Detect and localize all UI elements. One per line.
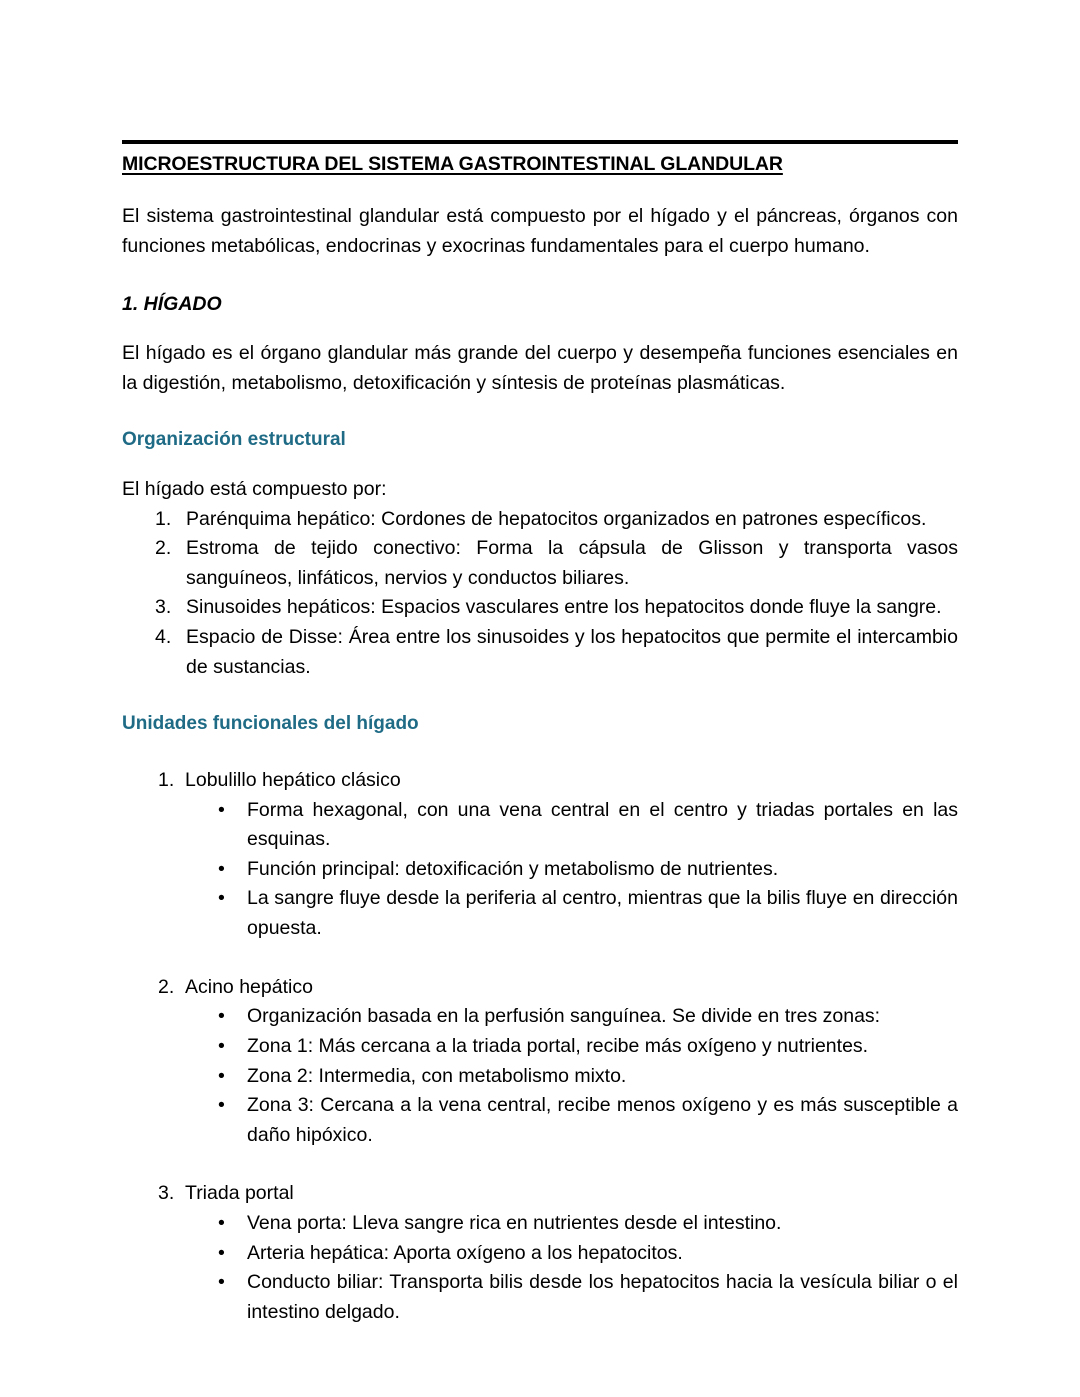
list-item-text: Estroma de tejido conectivo: Forma la cápsula de Glisson y transporta vasos sanguíneos, linfáticos, nervios y conductos biliares. <box>186 537 958 589</box>
list-marker: 1. <box>155 507 172 530</box>
subheading-unidades-funcionales: Unidades funcionales del hígado <box>122 713 419 735</box>
unidades-funcionales-list <box>122 766 958 1328</box>
list-item <box>185 1091 958 1150</box>
list-marker: 2. <box>158 975 175 998</box>
bullet-icon: • <box>218 1241 225 1264</box>
sub-bullet-list <box>185 1002 958 1150</box>
list-item-text: Zona 3: Cercana a la vena central, recibe menos oxígeno y es más susceptible a daño hipóxico. <box>247 1094 958 1146</box>
list-item <box>122 973 958 1151</box>
section-heading-higado: 1. HÍGADO <box>122 292 222 315</box>
list-item-text: La sangre fluye desde la periferia al centro, mientras que la bilis fluye en dirección opuesta. <box>247 887 958 940</box>
bullet-icon: • <box>218 887 225 910</box>
list-item <box>185 1239 958 1269</box>
list-item <box>122 1179 958 1327</box>
list-item <box>185 1268 958 1327</box>
list-item-text: Organización basada en la perfusión sanguínea. Se divide en tres zonas: <box>247 1005 881 1028</box>
list-item-text: Función principal: detoxificación y metabolismo de nutrientes. <box>247 857 779 880</box>
title-top-rule <box>122 140 958 144</box>
list-item <box>122 766 958 944</box>
list-marker: 3. <box>158 1182 175 1205</box>
bullet-icon: • <box>218 1005 225 1028</box>
list-item-text: Espacio de Disse: Área entre los sinusoides y los hepatocitos que permite el intercambio de sustancias. <box>186 626 958 678</box>
list-item <box>185 855 958 885</box>
list-item <box>122 593 958 623</box>
bullet-icon: • <box>218 1064 225 1087</box>
sub-bullet-list <box>185 796 958 944</box>
list-item-text: Zona 1: Más cercana a la triada portal, recibe más oxígeno y nutrientes. <box>247 1034 869 1057</box>
list-item-title: Triada portal <box>185 1182 294 1205</box>
bullet-icon: • <box>218 1094 225 1117</box>
list-marker: 2. <box>155 537 172 560</box>
list-item <box>185 1062 958 1092</box>
list-marker: 4. <box>155 626 172 649</box>
list-item-title: Lobulillo hepático clásico <box>185 768 401 791</box>
organizacion-estructural-list <box>122 505 958 683</box>
list-item <box>185 1032 958 1062</box>
bullet-icon: • <box>218 1034 225 1057</box>
sub-bullet-list <box>185 1209 958 1328</box>
bullet-icon: • <box>218 798 225 821</box>
page-title-text: MICROESTRUCTURA DEL SISTEMA GASTROINTESTINAL GLANDULAR <box>122 153 783 175</box>
document-content <box>122 140 958 1328</box>
list-item <box>122 534 958 593</box>
list-item <box>185 1209 958 1239</box>
list-item-text: Forma hexagonal, con una vena central en el centro y triadas portales en las esquinas. <box>247 798 958 851</box>
subheading-organizacion-estructural: Organización estructural <box>122 429 346 451</box>
bullet-icon: • <box>218 1271 225 1294</box>
list-item-text: Parénquima hepático: Cordones de hepatocitos organizados en patrones específicos. <box>186 507 927 530</box>
intro-paragraph: El sistema gastrointestinal glandular está compuesto por el hígado y el páncreas, órganos con funciones metabólicas, endocrinas y exocrinas fundamentales para el cuerpo humano. <box>122 205 958 258</box>
list-marker: 3. <box>155 596 172 619</box>
list-item <box>122 505 958 535</box>
list-item-text: Sinusoides hepáticos: Espacios vasculares entre los hepatocitos donde fluye la sangre. <box>186 596 942 619</box>
list-item <box>185 1002 958 1032</box>
section-paragraph-higado: El hígado es el órgano glandular más grande del cuerpo y desempeña funciones esenciales en la digestión, metabolismo, detoxificación y síntesis de proteínas plasmáticas. <box>122 341 958 394</box>
bullet-icon: • <box>218 857 225 880</box>
list-intro-organizacion: El hígado está compuesto por: <box>122 477 387 500</box>
list-marker: 1. <box>158 768 175 791</box>
list-item <box>185 796 958 855</box>
list-item-text: Vena porta: Lleva sangre rica en nutrientes desde el intestino. <box>247 1212 782 1235</box>
bullet-icon: • <box>218 1212 225 1235</box>
page-title <box>122 153 958 176</box>
list-item <box>185 884 958 943</box>
list-item-text: Arteria hepática: Aporta oxígeno a los hepatocitos. <box>247 1241 683 1264</box>
list-item-title: Acino hepático <box>185 975 313 998</box>
list-item-text: Zona 2: Intermedia, con metabolismo mixto. <box>247 1064 627 1087</box>
list-item <box>122 623 958 682</box>
list-item-text: Conducto biliar: Transporta bilis desde los hepatocitos hacia la vesícula biliar o el intestino delgado. <box>247 1271 958 1323</box>
